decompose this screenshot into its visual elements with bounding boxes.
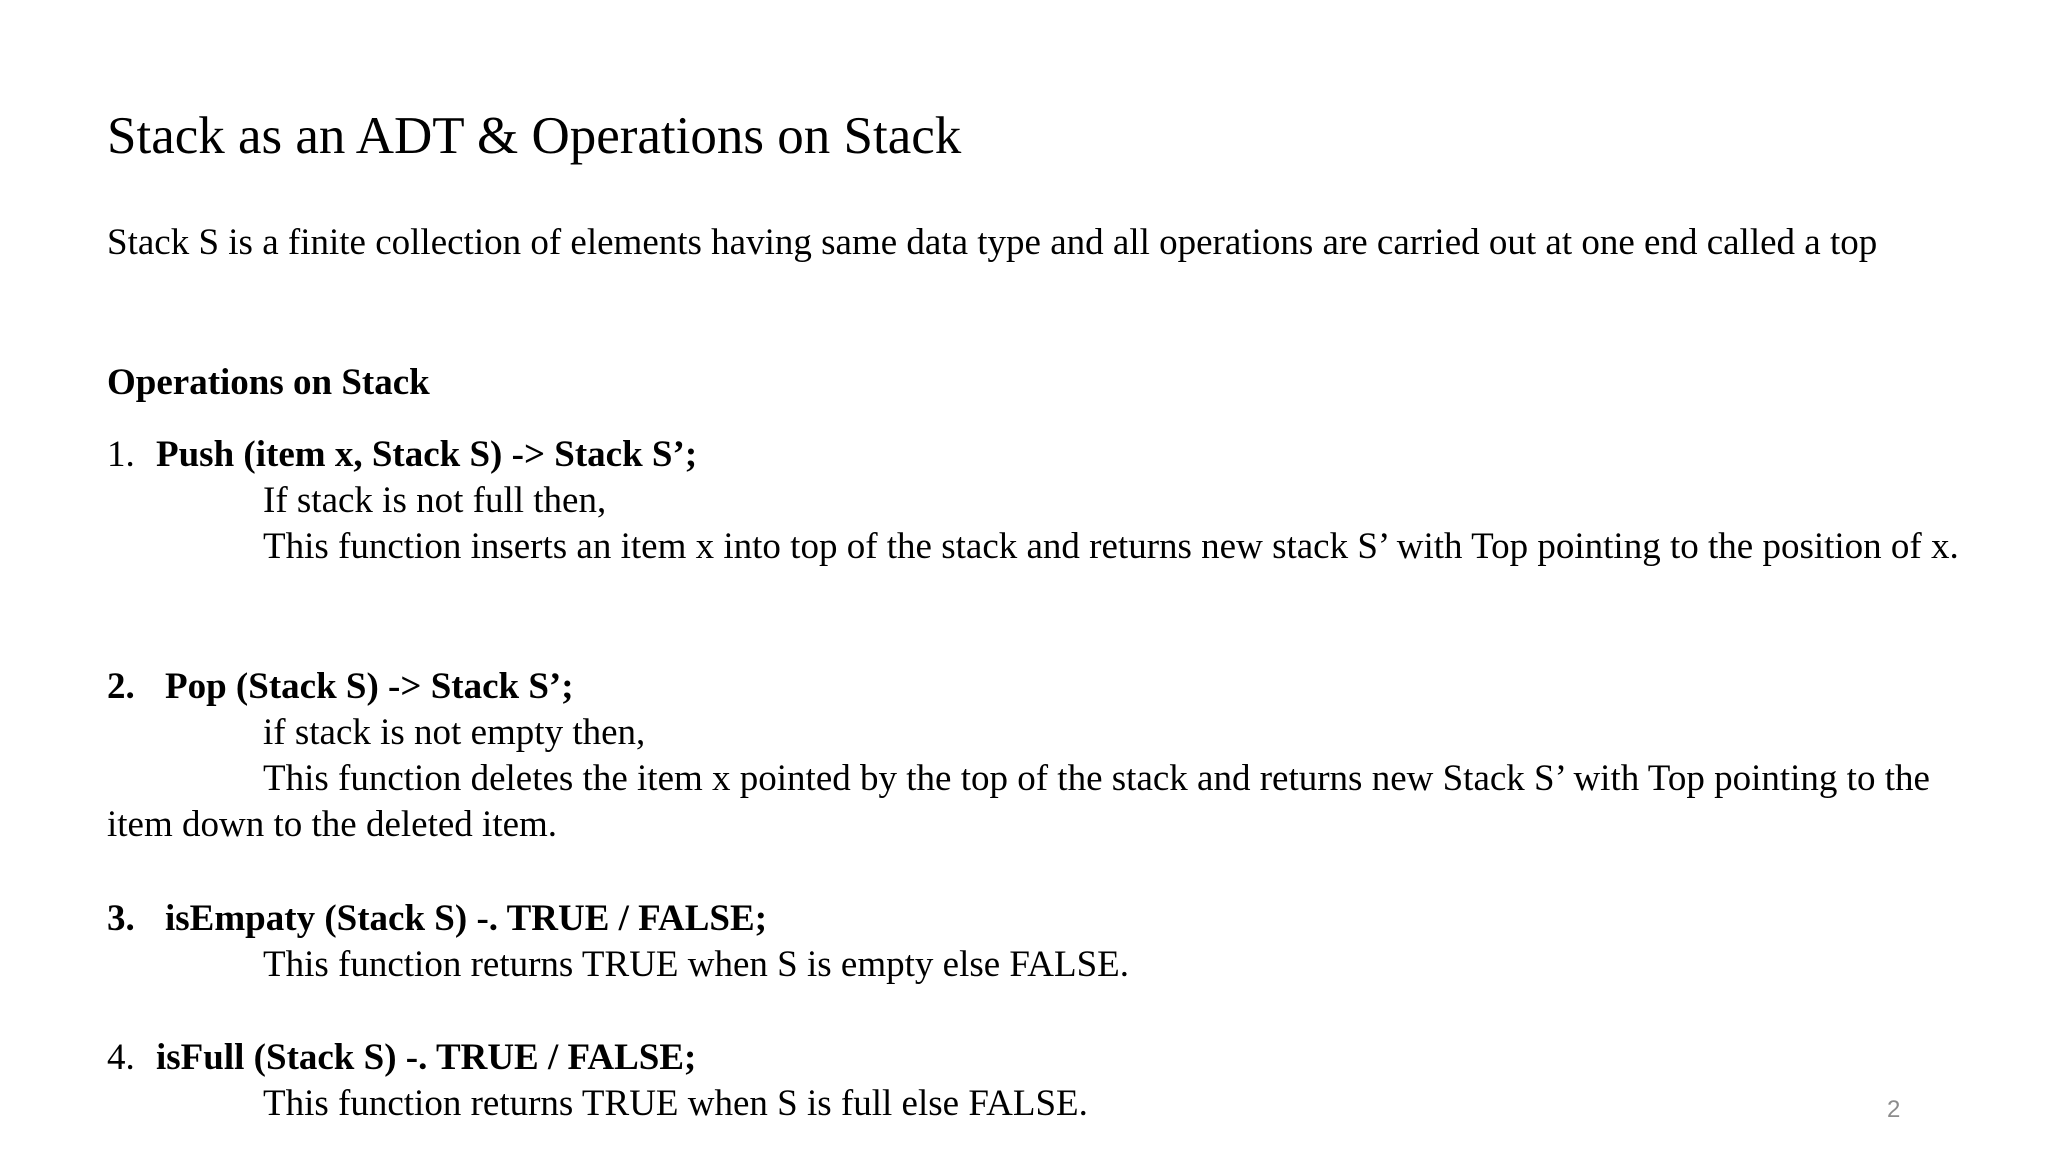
operation-isempty-heading: [107, 896, 767, 942]
operation-signature: Pop (Stack S) -> Stack S’;: [165, 666, 574, 707]
operation-push-heading: [107, 432, 697, 478]
intro-paragraph: Stack S is a finite collection of elements having same data type and all operations are carried out at one end called a top: [107, 222, 1878, 263]
operation-isfull-description: This function returns TRUE when S is full else FALSE.: [263, 1083, 1088, 1124]
operation-number: 4.: [107, 1037, 135, 1078]
operation-number: 2.: [107, 666, 135, 707]
operation-push-condition: If stack is not full then,: [263, 480, 607, 521]
operation-isempty-description: This function returns TRUE when S is empty else FALSE.: [263, 944, 1129, 985]
operation-isfull-heading: [107, 1035, 696, 1081]
slide-title: Stack as an ADT & Operations on Stack: [107, 107, 962, 165]
operation-pop-heading: [107, 664, 574, 710]
operation-signature: isEmpaty (Stack S) -. TRUE / FALSE;: [165, 898, 768, 939]
operation-number: 3.: [107, 898, 135, 939]
operation-pop-description: This function deletes the item x pointed by the top of the stack and returns new Stack S’ with Top pointing to the item down to the deleted item.: [107, 758, 1930, 845]
page-number: 2: [1887, 1096, 1901, 1123]
operation-push-description: This function inserts an item x into top of the stack and returns new stack S’ with Top pointing to the position of x.: [263, 526, 1959, 567]
operation-signature: isFull (Stack S) -. TRUE / FALSE;: [156, 1037, 697, 1078]
section-heading: Operations on Stack: [107, 362, 430, 403]
operation-pop-condition: if stack is not empty then,: [263, 712, 646, 753]
operation-number: 1.: [107, 434, 135, 475]
operation-signature: Push (item x, Stack S) -> Stack S’;: [156, 434, 698, 475]
